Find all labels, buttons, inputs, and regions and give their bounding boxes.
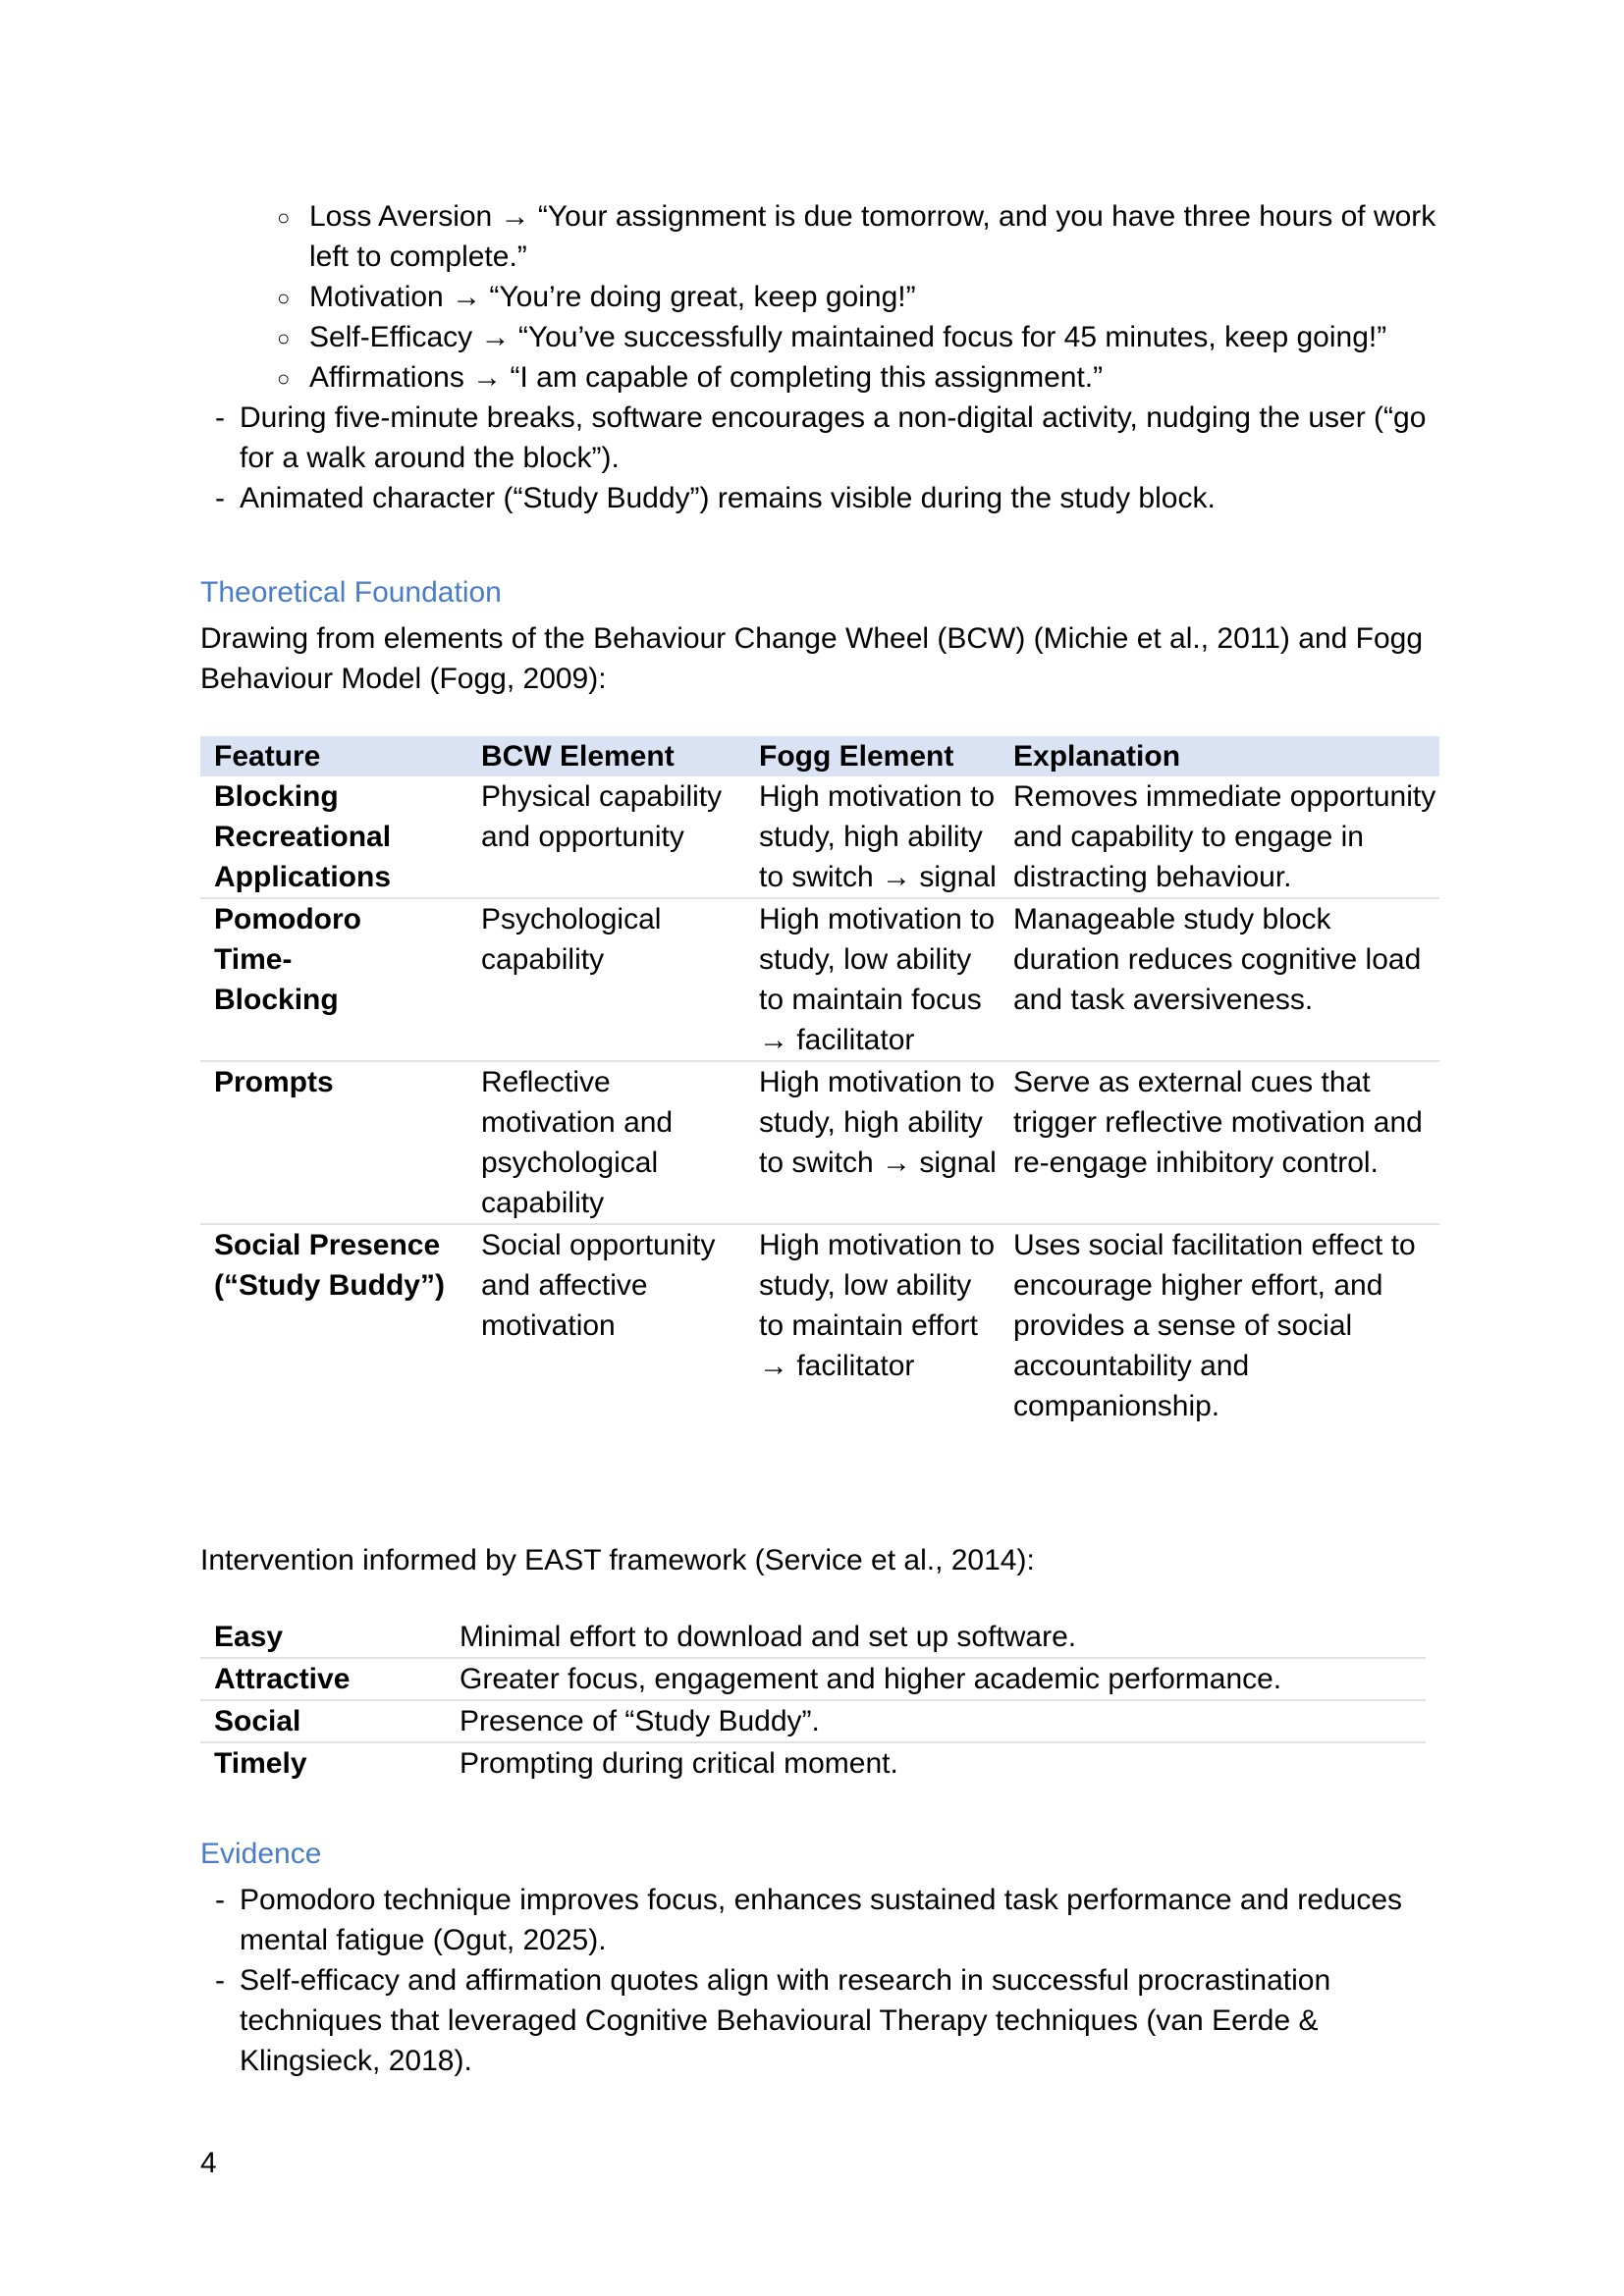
feature-bullets	[200, 398, 1447, 518]
dash-bullet-icon: -	[215, 482, 225, 514]
table-row	[200, 1700, 1426, 1742]
table-row	[200, 1658, 1426, 1700]
list-item: ○ Loss Aversion → “Your assignment is due tomorrow, and you have three hours of work left to complete.”	[277, 200, 1436, 273]
list-item: ○ Self-Efficacy → “You’ve successfully maintained focus for 45 minutes, keep going!”	[277, 321, 1387, 353]
circle-bullet-icon: ○	[277, 326, 291, 350]
table-cell: Physical capability and opportunity	[481, 780, 723, 853]
list-item: - Self-efficacy and affirmation quotes align with research in successful procrastination techniques that leveraged Cognitive Behavioural Therapy techniques (van Eerde & Klingsieck, 2018).	[200, 1960, 1447, 2081]
table-cell: Prompting during critical moment.	[446, 1742, 1426, 1784]
circle-bullet-icon: ○	[277, 286, 291, 310]
table-cell: High motivation to study, low ability to maintain effort → facilitator	[745, 1224, 1000, 1426]
table-row	[200, 1617, 1426, 1658]
table-cell: Attractive	[200, 1658, 446, 1700]
dash-bullet-icon: -	[215, 1964, 225, 1997]
table-cell: Minimal effort to download and set up software.	[460, 1621, 1077, 1653]
dash-bullet-icon: -	[215, 1884, 225, 1916]
table-cell: Manageable study block duration reduces cognitive load and task aversiveness.	[1000, 898, 1439, 1061]
evidence-heading: Evidence	[200, 1838, 322, 1870]
list-item: - Pomodoro technique improves focus, enhances sustained task performance and reduces mental fatigue (Ogut, 2025).	[200, 1880, 1447, 1960]
table-cell: Uses social facilitation effect to encourage higher effort, and provides a sense of social accountability and companionship.	[1000, 1224, 1439, 1426]
table-cell: High motivation to study, low ability to maintain focus → facilitator	[745, 898, 1000, 1061]
circle-bullet-icon: ○	[277, 205, 291, 230]
table-cell: Reflective motivation and psychological capability	[467, 1061, 745, 1224]
table-cell: Prompts	[200, 1061, 467, 1224]
table-cell: High motivation to study, high ability to switch → signal	[745, 1061, 1000, 1224]
page-number: 4	[200, 2147, 217, 2179]
table-row	[200, 898, 1439, 1061]
column-header: BCW Element	[481, 740, 675, 773]
table-row	[200, 1224, 1439, 1426]
table-cell: Psychological capability	[467, 898, 745, 1061]
table-cell: Social	[200, 1700, 446, 1742]
table-cell: Pomodoro Time-Blocking	[200, 898, 467, 1061]
theory-intro: Drawing from elements of the Behaviour Change Wheel (BCW) (Michie et al., 2011) and Fogg Behaviour Model (Fogg, 2009):	[200, 622, 1424, 695]
theoretical-foundation-heading: Theoretical Foundation	[200, 576, 502, 609]
table-cell: Serve as external cues that trigger reflective motivation and re-engage inhibitory control.	[1000, 1061, 1439, 1224]
list-item: - During five-minute breaks, software encourages a non-digital activity, nudging the user (“go for a walk around the block”).	[200, 398, 1447, 478]
table-row	[200, 1742, 1426, 1784]
table-cell: Social Presence (“Study Buddy”)	[200, 1224, 467, 1426]
prompt-examples-list	[277, 196, 1455, 398]
evidence-bullets	[200, 1880, 1447, 2081]
table-cell: Presence of “Study Buddy”.	[446, 1700, 1426, 1742]
table-cell: Social opportunity and affective motivation	[467, 1224, 745, 1426]
list-item: ○ Motivation → “You’re doing great, keep going!”	[277, 281, 916, 313]
table-row	[200, 776, 1439, 898]
table-cell: High motivation to study, high ability to switch → signal	[759, 780, 997, 893]
east-table	[200, 1617, 1426, 1784]
circle-bullet-icon: ○	[277, 366, 291, 391]
table-cell: Greater focus, engagement and higher academic performance.	[446, 1658, 1426, 1700]
list-item: - Animated character (“Study Buddy”) remains visible during the study block.	[200, 478, 1447, 518]
table-header-row	[200, 736, 1439, 776]
column-header: Feature	[214, 740, 321, 773]
column-header: Explanation	[1013, 740, 1181, 773]
list-item: ○ Affirmations → “I am capable of completing this assignment.”	[277, 361, 1104, 394]
table-row	[200, 1061, 1439, 1224]
table-cell: Easy	[214, 1621, 284, 1653]
table-cell: Removes immediate opportunity and capability to engage in distracting behaviour.	[1013, 780, 1436, 893]
dash-bullet-icon: -	[215, 401, 225, 434]
column-header: Fogg Element	[759, 740, 954, 773]
table-cell: Timely	[200, 1742, 446, 1784]
east-intro: Intervention informed by EAST framework (Service et al., 2014):	[200, 1544, 1035, 1576]
table-cell: Blocking Recreational Applications	[214, 780, 392, 893]
bcw-fogg-table	[200, 736, 1439, 1426]
